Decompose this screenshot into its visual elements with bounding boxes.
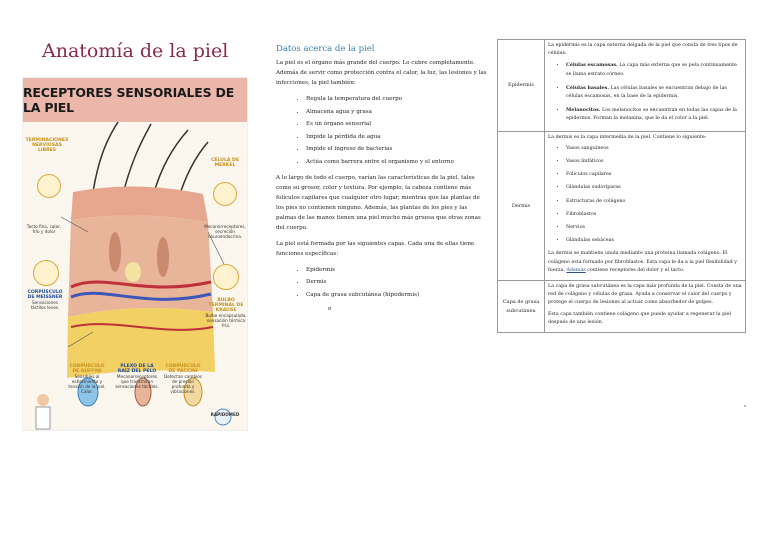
epidermis-intro: La epidermis es la capa externa delgada de la piel que consta de tres tipos de células: <box>548 43 738 57</box>
list-item: • Glándulas sudoríparas <box>566 184 742 192</box>
dermis-outro-end: contiene receptores del dolor y el tacto. <box>585 267 685 273</box>
list-item: • Estructuras de colágeno <box>566 198 742 206</box>
dermis-outro <box>548 250 742 275</box>
meissner-title: CORPÚSCULO DE MEISSNER <box>27 290 63 300</box>
layer-item: • Capa de grasa subcutánea (hipodermis) <box>306 290 488 300</box>
subcutaneous-p1: La capa de grasa subcutánea es la capa más profunda de la piel. Consta de una red de colágeno y células de grasa. Ayuda a conservar el calor del cuerpo y protege el cuerpo de lesiones al actuar como absorbedor de golpes. <box>548 284 742 306</box>
row-label-subcutaneous: Capa de grasa subcutánea <box>498 281 545 333</box>
list-item <box>566 106 742 123</box>
function-item: • Impide la pérdida de agua <box>306 132 488 142</box>
table-row <box>498 131 746 280</box>
free-endings-desc: Tacto fino, calor, frío y dolor <box>26 224 62 234</box>
ademas-link[interactable]: Además <box>566 267 586 273</box>
label-pacini <box>163 364 203 394</box>
skin-receptors-poster <box>22 77 248 431</box>
free-endings-title: TERMINACIONES NERVIOSAS LIBRES <box>25 138 69 153</box>
hair-plexus-desc: Mecanorreceptores que transmiten sensaciones táctiles. <box>115 374 159 389</box>
label-krause <box>205 298 247 328</box>
sub-bullet: o <box>328 305 332 312</box>
layer-item: • Dermis <box>306 277 488 287</box>
cell-epidermis <box>545 40 746 132</box>
krause-circle <box>213 264 239 290</box>
skin-layers-table <box>497 39 746 333</box>
list-item: • Nervios <box>566 224 742 232</box>
label-free-endings <box>25 138 69 153</box>
subcutaneous-p2: Esta capa también contiene colágeno que puede ayudar a regenerar la piel después de una lesión. <box>548 311 732 325</box>
list-item: • Fibroblastos <box>566 211 742 219</box>
hair-plexus-title: PLEXO DE LA RAÍZ DEL PELO <box>117 364 157 374</box>
facts-variation: A lo largo de todo el cuerpo, varían las características de la piel, tales como su grosor, color y textura. Por ejemplo, la cabeza contiene más folículos capilares que cualquier otro lugar, mientras que las plantas de los pies no contienen ninguno. Además, las plantas de los pies y las palmas de las manos tienen una piel mucho más gruesa que otras zonas del cuerpo. <box>276 174 481 231</box>
epidermis-text: La capa más externa que se pela continuamente se llama estrato córneo. <box>566 63 737 77</box>
function-item: • Almacena agua y grasa <box>306 107 488 117</box>
dermis-intro: La dermis es la capa intermedia de la piel. Contiene lo siguiente: <box>548 134 707 140</box>
list-item: • Vasos sanguíneos <box>566 145 742 153</box>
list-item: • Glándulas sebáceas <box>566 237 742 245</box>
meissner-desc: Sensaciones táctiles leves. <box>30 300 60 310</box>
list-item: • Folículos capilares <box>566 171 742 179</box>
label-merkel <box>205 158 245 168</box>
epidermis-text: Las células basales se encuentran debajo de las células escamosas, en la base de la epidermis. <box>566 85 727 100</box>
ruffini-desc: Sensibles al estiramiento y tensión de la piel. Calor. <box>68 374 106 394</box>
krause-title: BULBO TERMINAL DE KRAUSE <box>208 298 244 313</box>
cell-subcutaneous <box>545 281 746 333</box>
facts-heading: Datos acerca de la piel <box>276 44 375 54</box>
pacini-title: CORPÚSCULO DE PACCINI <box>165 364 201 374</box>
pacini-desc: Detectan cambios de presión profunda y vibraciones. <box>163 374 203 394</box>
function-item: • Impide el ingreso de bacterias <box>306 144 488 154</box>
facts-intro: La piel es el órgano más grande del cuerpo. Lo cubre completamente. Además de servir como protección contra el calor, la luz, las lesiones y las infecciones, la piel también: <box>276 60 487 86</box>
row-label-dermis: Dermis <box>498 131 545 280</box>
layers-list <box>276 265 488 300</box>
list-item <box>566 84 742 101</box>
row-label-epidermis: Epidermis <box>498 40 545 132</box>
table-row <box>498 40 746 132</box>
skin-facts-section <box>276 44 488 314</box>
table-row <box>498 281 746 333</box>
cell-dermis <box>545 131 746 280</box>
function-item: • Actúa como barrera entre el organismo y el entorno <box>306 157 488 167</box>
list-item <box>566 61 742 78</box>
label-meissner <box>25 290 65 310</box>
poster-brand: RAPIDOMED <box>210 412 240 417</box>
epidermis-text: Los melanocitos se encuentran en todas las capas de la epidermis. Forman la melanina, que le da el color a la piel. <box>566 108 737 122</box>
label-hair-plexus <box>115 364 159 389</box>
ruffini-title: CORPÚSCULO DE RUFFINI <box>69 364 105 374</box>
merkel-desc: Mecanorreceptores, secreción neuroendocrina. <box>204 224 246 239</box>
meissner-circle <box>33 260 59 286</box>
layer-item: • Epidermis <box>306 265 488 275</box>
epidermis-list <box>548 61 742 123</box>
functions-list <box>276 94 488 167</box>
merkel-title: CÉLULA DE MERKEL <box>210 158 240 168</box>
epidermis-term: Células escamosas. <box>566 62 618 69</box>
epidermis-term: Células basales. <box>566 84 609 91</box>
free-endings-circle <box>37 174 61 198</box>
page-marker <box>744 405 746 407</box>
merkel-circle <box>213 182 237 206</box>
poster-heading: RECEPTORES SENSORIALES DE LA PIEL <box>23 78 247 122</box>
page-title: Anatomía de la piel <box>42 40 229 62</box>
dermis-list <box>548 145 742 246</box>
epidermis-term: Melanocitos. <box>566 107 601 114</box>
dermis-outro-text: La dermis se mantiene unida mediante una proteína llamada colágeno. El colágeno está formado por fibroblastos. Esta capa le da a la piel flexibilidad y fuerza. <box>548 251 737 273</box>
label-ruffini <box>67 364 107 394</box>
list-item: • Vasos linfáticos <box>566 158 742 166</box>
function-item: • Es un órgano sensorial <box>306 119 488 129</box>
layers-intro: La piel está formada por las siguientes capas. Cada una de ellas tiene funciones específicas: <box>276 240 475 257</box>
function-item: • Regula la temperatura del cuerpo <box>306 94 488 104</box>
krause-desc: Bulbo encapsulado, sensación térmica fría. <box>205 313 247 328</box>
